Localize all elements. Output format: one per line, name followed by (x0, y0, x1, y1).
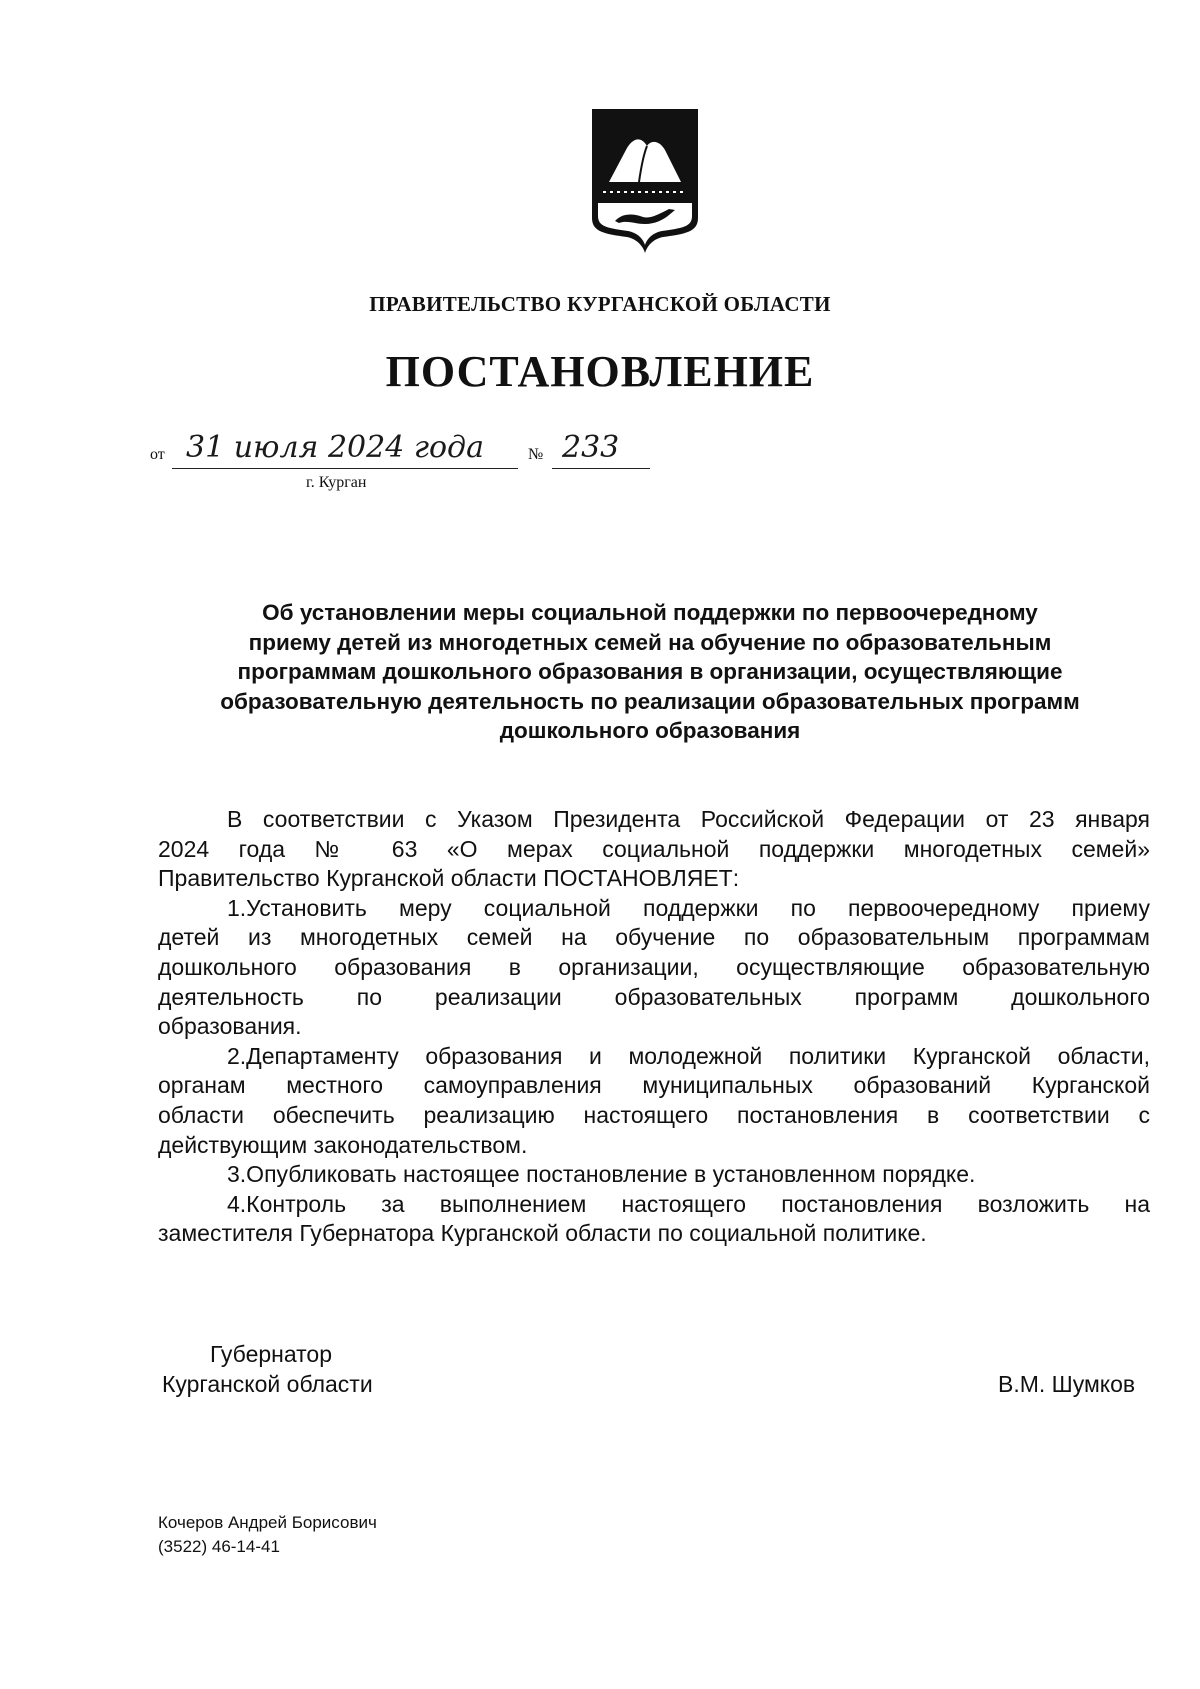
document-body (158, 805, 1150, 1249)
government-name: ПРАВИТЕЛЬСТВО КУРГАНСКОЙ ОБЛАСТИ (369, 292, 831, 316)
document-title (150, 598, 1150, 746)
signatory-position-line1: Губернатор (210, 1341, 333, 1367)
body-line: 1.Установить меру социальной поддержки по первоочередному приему (227, 894, 1150, 921)
date-handwritten: 31 июля 2024 года (186, 430, 484, 465)
city-label: г. Курган (306, 474, 367, 491)
executor-block (158, 1511, 377, 1559)
body-line: 3.Опубликовать настоящее постановление в установленном порядке. (227, 1161, 976, 1188)
body-line: Правительство Курганской области ПОСТАНОВЛЯЕТ: (158, 865, 740, 892)
body-line: действующим законодательством. (158, 1131, 528, 1158)
signatory-position-line2: Курганской области (162, 1371, 373, 1397)
number-handwritten: 233 (562, 430, 620, 465)
body-line: образования. (158, 1013, 302, 1040)
number-label: № (528, 446, 544, 463)
executor-name: Кочеров Андрей Борисович (158, 1513, 377, 1532)
date-underline (172, 468, 518, 469)
body-line: 4.Контроль за выполнением настоящего постановления возложить на (227, 1190, 1150, 1217)
title-line: Об установлении меры социальной поддержки по первоочередному (262, 600, 1038, 625)
body-line: заместителя Губернатора Курганской области по социальной политике. (158, 1220, 927, 1247)
title-line: дошкольного образования (499, 718, 801, 743)
body-line: органам местного самоуправления муниципальных образований Курганской (158, 1072, 1150, 1099)
executor-phone: (3522) 46-14-41 (158, 1537, 280, 1556)
title-line: образовательную деятельность по реализации образовательных программ (220, 688, 1080, 714)
body-line: 2.Департаменту образования и молодежной политики Курганской области, (227, 1042, 1150, 1069)
body-line: деятельность по реализации образовательных программ дошкольного (158, 983, 1150, 1010)
body-line: области обеспечить реализацию настоящего постановления в соответствии с (158, 1101, 1150, 1128)
number-underline (552, 468, 650, 469)
kurgan-coat-of-arms-icon (589, 106, 701, 256)
signatory-name: В.М. Шумков (998, 1371, 1136, 1397)
body-line: дошкольного образования в организации, осуществляющие образовательную (158, 953, 1150, 980)
date-prefix-label: от (150, 446, 165, 463)
title-line: программам дошкольного образования в организации, осуществляющие (237, 659, 1063, 684)
body-line: 2024 года № 63 «О мерах социальной поддержки многодетных семей» (158, 835, 1150, 862)
body-line: В соответствии с Указом Президента Российской Федерации от 23 января (227, 806, 1150, 832)
document-type: ПОСТАНОВЛЕНИЕ (385, 347, 815, 396)
title-line: приему детей из многодетных семей на обучение по образовательным (248, 629, 1052, 655)
body-line: детей из многодетных семей на обучение по образовательным программам (158, 924, 1150, 951)
